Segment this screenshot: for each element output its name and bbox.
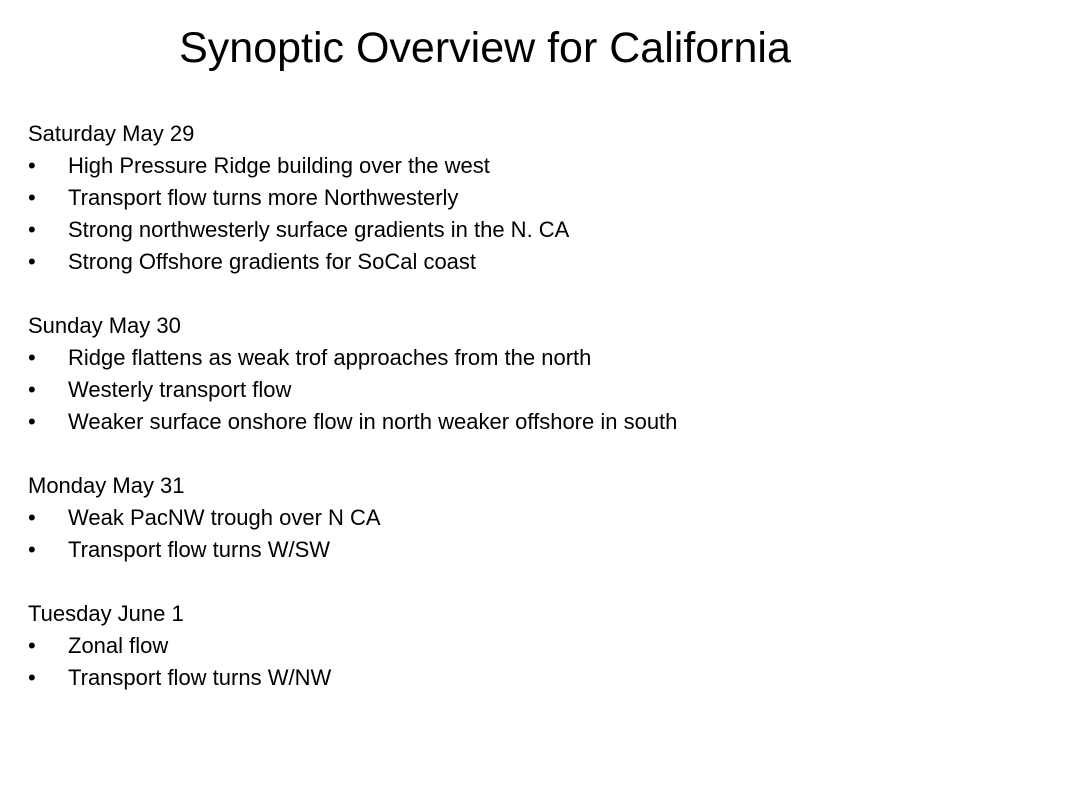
bullet-text: Transport flow turns W/NW — [68, 665, 332, 690]
bullet-icon: • — [28, 217, 36, 242]
day-heading: Tuesday June 1 — [28, 601, 184, 626]
bullet-text: Westerly transport flow — [68, 377, 292, 402]
slide-content — [28, 118, 1028, 726]
bullet-icon: • — [28, 345, 36, 370]
day-heading: Sunday May 30 — [28, 313, 181, 338]
list-item — [28, 214, 1028, 246]
bullet-text: High Pressure Ridge building over the west — [68, 153, 490, 178]
bullet-text: Ridge flattens as weak trof approaches from the north — [68, 345, 592, 370]
bullet-text: Strong Offshore gradients for SoCal coast — [68, 249, 477, 274]
bullet-text: Strong northwesterly surface gradients in the N. CA — [68, 217, 570, 242]
list-item — [28, 182, 1028, 214]
list-item — [28, 534, 1028, 566]
list-item — [28, 342, 1028, 374]
bullet-text: Transport flow turns W/SW — [68, 537, 331, 562]
bullet-icon: • — [28, 665, 36, 690]
list-item — [28, 150, 1028, 182]
bullet-text: Weak PacNW trough over N CA — [68, 505, 381, 530]
bullet-icon: • — [28, 633, 36, 658]
list-item — [28, 406, 1028, 438]
day-heading: Saturday May 29 — [28, 121, 195, 146]
list-item — [28, 502, 1028, 534]
bullet-list — [28, 150, 1028, 278]
day-section-saturday — [28, 118, 1028, 278]
slide-title: Synoptic Overview for California — [179, 24, 791, 72]
day-section-monday — [28, 470, 1028, 566]
bullet-icon: • — [28, 409, 36, 434]
bullet-text: Transport flow turns more Northwesterly — [68, 185, 459, 210]
bullet-icon: • — [28, 377, 36, 402]
bullet-text: Weaker surface onshore flow in north weaker offshore in south — [68, 409, 678, 434]
day-section-sunday — [28, 310, 1028, 438]
bullet-list — [28, 630, 1028, 694]
bullet-icon: • — [28, 153, 36, 178]
list-item — [28, 630, 1028, 662]
bullet-icon: • — [28, 185, 36, 210]
bullet-icon: • — [28, 505, 36, 530]
list-item — [28, 374, 1028, 406]
day-section-tuesday — [28, 598, 1028, 694]
bullet-list — [28, 342, 1028, 438]
day-heading: Monday May 31 — [28, 473, 185, 498]
bullet-icon: • — [28, 249, 36, 274]
bullet-list — [28, 502, 1028, 566]
list-item — [28, 246, 1028, 278]
bullet-text: Zonal flow — [68, 633, 169, 658]
bullet-icon: • — [28, 537, 36, 562]
list-item — [28, 662, 1028, 694]
